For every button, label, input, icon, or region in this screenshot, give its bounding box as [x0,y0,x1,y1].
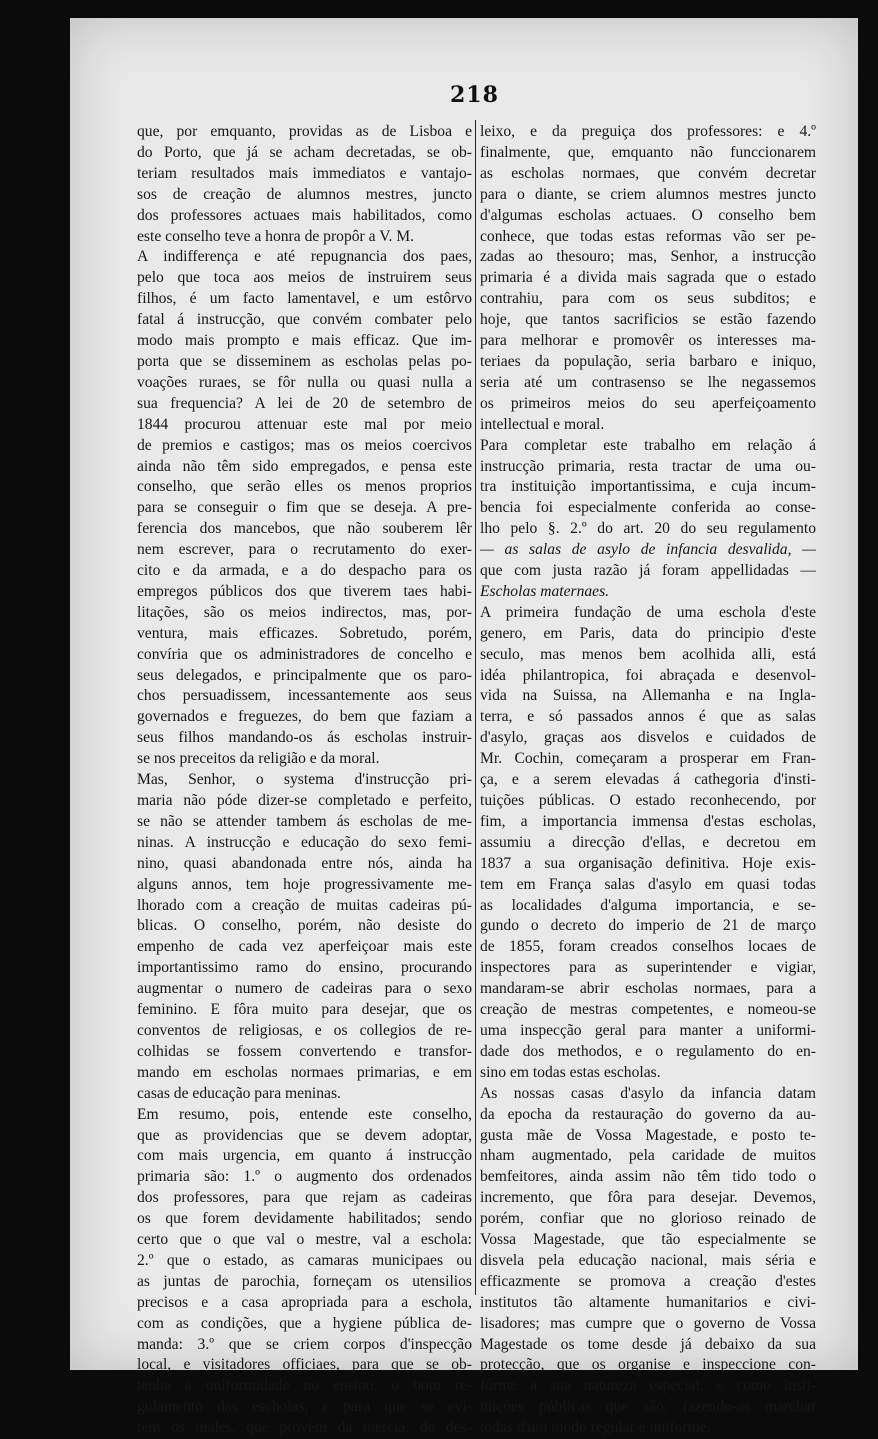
text-line: ainda não têm sido empregados, e pensa este [137,457,472,475]
text-line: fatal á instrucção, que convém combater pelo [137,311,472,329]
text-line: leixo, e da preguiça dos professores: e 4.º [480,123,816,140]
text-line: sua frequencia? A lei de 20 de setembro de [137,394,472,412]
text-line: mandaram-se abrir escholas normaes, para a [480,980,816,998]
text-line: Magestade os tome desde já debaixo da sua [480,1335,816,1353]
text-line: as juntas de parochia, forneçam os utensilios [137,1272,472,1290]
text-line: os primeiros meios do seu aperfeiçoamento [480,394,816,412]
text-line: de 1855, foram creados conselhos locaes de [480,938,816,956]
text-line: chos persuadissem, incessantemente aos seus [137,687,472,705]
text-line: lhorado com a creação de muitas cadeiras pú- [137,896,472,914]
text-line: para o diante, se criem alumnos mestres juncto [480,185,816,203]
text-line: protecção, que os organise e inspeccione con- [480,1356,816,1374]
text-line: dos professores actuaes mais habilitados, como [137,206,472,224]
text-line: — as salas de asylo de infancia desvalida, — [480,541,816,559]
text-line: augmentar o numero de cadeiras para o sexo [137,980,472,998]
text-line: nham augmentado, pela caridade de muitos [480,1147,816,1165]
text-line: tenha a uniformidade no ensino, o bom re- [137,1377,472,1395]
text-line: as localidades d'alguma importancia, e se- [480,896,816,914]
text-line: bencia foi especialmente conferida ao conse- [480,499,816,517]
text-line: maria não póde dizer-se completado e perfeito, [137,792,472,809]
text-line: assumiu a direcção d'ellas, e decretou em [480,833,816,851]
text-line: seria até um contrasenso se lhe negassemos [480,373,816,391]
text-line: pelo que toca aos meios de instruirem seus [137,269,472,287]
text-line: dade dos methodos, e o regulamento do en- [480,1042,816,1060]
text-line: zadas ao thesouro; mas, Senhor, a instrucção [480,248,816,266]
text-line: cito e da armada, e a do despacho para os [137,562,472,580]
text-line: inspectores para as superintender e vigiar, [480,959,816,977]
text-line: tuições públicas que são, fazendo-as marchar [480,1398,816,1416]
text-line: disvela pela educação nacional, mais séria e [480,1251,816,1269]
text-line: dos professores, para que rejam as cadeiras [137,1189,472,1207]
text-line: d'algumas escholas actuaes. O conselho bem [480,206,816,224]
text-line: empenho de cada vez aperfeiçoar mais este [137,938,472,956]
text-line: para melhorar e promovêr os interesses ma- [480,332,816,350]
text-line: Escholas maternaes. [480,582,610,600]
text-line: gulamento das escholas, e para que se evi- [137,1398,472,1416]
text-line: todas d'um modo regular e uniforme. [480,1419,711,1437]
text-line: importantissimo ramo do ensino, procurando [137,959,472,977]
text-line: este conselho teve a honra de propôr a V. M. [137,227,415,245]
text-line: 1837 a sua organisação definitiva. Hoje exis- [480,854,816,872]
text-line: d'asylo, graças aos disvelos e cuidados de [480,729,816,747]
text-line: 1844 procurou attenuar este mal por meio [137,415,472,433]
text-line: teriam resultados mais immediatos e vantajo- [137,164,472,182]
text-line: primaria são: 1.º o augmento dos ordenados [137,1168,472,1186]
text-line: tuições públicas. O estado reconhecendo, por [480,792,816,809]
text-line: lisadores; mas cumpre que o governo de Vossa [480,1314,816,1332]
text-line: ninas. A instrucção e educação do sexo femi- [137,833,472,851]
text-line: com as condições, que a hygiene pública de- [137,1314,472,1332]
text-line: tem em França salas d'asylo em quasi todas [480,875,816,893]
text-line: que com justa razão já foram appellidadas — [480,562,816,580]
text-line: contrahiu, para com os seus subditos; e [480,290,816,308]
text-line: hoje, que tantos sacrificios se estão fazendo [480,311,816,329]
text-line: com mais urgencia, em quanto á instrucção [137,1147,472,1165]
text-line: seus delegados, e principalmente que os paro- [137,666,472,684]
text-line: litações, são os meios indirectos, mas, por- [137,603,472,621]
text-line: certo que o que val o mestre, val a eschola: [137,1231,472,1249]
text-line: modo mais prompto e mais efficaz. Que im- [137,332,472,350]
text-line: de premios e castigos; mas os meios coercivos [137,436,472,454]
text-line: conventos de religiosas, e os collegios de re- [137,1021,472,1039]
text-line: ventura, mais efficazes. Sobretudo, porém, [137,624,472,642]
text-line: filhos, é um facto lamentavel, e um estôrvo [137,290,472,308]
text-line: uma inspecção geral para manter a uniformi- [480,1021,816,1039]
text-line: sos de creação de alumnos mestres, juncto [137,185,472,203]
text-line: tem os males, que provêm da inercia, do des- [137,1419,472,1437]
text-line: vida na Suissa, na Allemanha e na Ingla- [480,687,816,705]
text-line: ferencia dos mancebos, que não souberem lêr [137,520,472,538]
text-line: da epocha da restauração do governo da au- [480,1105,816,1123]
text-line: feminino. E fôra muito para desejar, que os [137,1001,472,1019]
text-line: creação de mestras competentes, e nomeou-se [480,1001,816,1019]
text-line: os que forem devidamente habilitados; sendo [137,1210,472,1228]
text-line: efficazmente se promova a creação d'estes [480,1272,816,1290]
text-line: local, e visitadores officiaes, para que se ob- [137,1356,472,1374]
text-line: intellectual e moral. [480,415,605,433]
text-line: institutos tão altamente humanitarios e civi- [480,1293,816,1311]
text-line: genero, em Paris, data do principio d'este [480,624,816,642]
text-line: que as providencias que se devem adoptar, [137,1126,472,1144]
text-line: seus filhos mandando-os ás escholas instruir- [137,729,472,747]
text-line: para se conseguir o fim que se deseja. A pre- [137,499,472,517]
text-line: porta que se disseminem as escholas pelas po- [137,352,472,370]
text-line: manda: 3.º que se criem corpos d'inspecção [137,1335,472,1353]
text-line: conselho, que serão elles os menos proprios [137,478,472,496]
column-divider [475,120,476,1295]
text-line: sino em todas estas escholas. [480,1063,661,1081]
text-line: fim, a importancia immensa d'estas escholas, [480,812,816,830]
text-line: instrucção primaria, resta tractar de uma ou- [480,457,816,475]
text-line: A primeira fundação de uma eschola d'este [480,603,816,621]
text-line: gusta mãe de Vossa Magestade, e posto te- [480,1126,816,1144]
text-line: precisos e a casa apropriada para a eschola, [137,1293,472,1311]
left-column [137,122,472,1439]
text-line: lho pelo §. 2.º do art. 20 do seu regulamento [480,520,816,538]
text-line: incremento, que fôra para desejar. Devemos, [480,1189,816,1207]
text-line: seculo, mas menos bem acolhida alli, está [480,645,816,663]
text-line: finalmente, que, emquanto não funccionarem [480,143,816,161]
text-line: convíria que os administradores de concelho e [137,645,472,663]
text-line: tra instituição importantissima, e cuja incum- [480,478,816,496]
text-line: empregos públicos dos que tiverem taes habi- [137,582,472,600]
text-line: fórme a sua natureza especial, e como insti- [480,1377,816,1395]
text-line: bemfeitores, ainda assim não têm tido todo o [480,1168,816,1186]
text-line: As nossas casas d'asylo da infancia datam [480,1084,816,1102]
page-number: 218 [450,82,499,108]
text-line: Mr. Cochin, começaram a prosperar em Fran- [480,750,816,768]
text-line: que, por emquanto, providas as de Lisboa e [137,123,472,140]
text-line: Para completar este trabalho em relação á [480,436,816,454]
text-line: Vossa Magestade, que tão especialmente se [480,1231,816,1249]
text-line: primaria é a divida mais sagrada que o estado [480,269,816,287]
text-line: casas de educação para meninas. [137,1084,341,1102]
right-column [480,122,816,1439]
text-line: 2.º que o estado, as camaras municipaes ou [137,1251,472,1269]
text-line: idéa philantropica, foi abraçada e desenvol- [480,666,816,684]
text-line: nem escrever, para o recrutamento do exer- [137,541,472,559]
text-line: Em resumo, pois, entende este conselho, [137,1105,472,1123]
text-line: Mas, Senhor, o systema d'instrucção pri- [137,771,472,789]
text-line: as escholas normaes, que convém decretar [480,164,816,182]
text-line: A indifferença e até repugnancia dos paes, [137,248,472,266]
text-line: porém, confiar que no glorioso reinado de [480,1210,816,1228]
text-line: se nos preceitos da religião e da moral. [137,750,380,768]
text-line: nino, quasi abandonada entre nós, ainda ha [137,854,472,872]
text-line: do Porto, que já se acham decretadas, se ob- [137,143,472,161]
text-line: ça, e a serem elevadas á cathegoria d'insti- [480,771,816,789]
text-line: alguns annos, tem hoje progressivamente me- [137,875,472,893]
text-line: teriaes da população, seria barbaro e iniquo, [480,352,816,370]
text-line: conhece, que todas estas reformas vão ser pe- [480,227,816,245]
text-line: blicas. O conselho, porém, não desiste do [137,917,472,935]
text-line: se não se attender tambem ás escholas de me- [137,812,472,830]
text-line: gundo o decreto do imperio de 21 de março [480,917,816,935]
text-line: governados e freguezes, do bem que faziam a [137,708,472,726]
text-line: voações ruraes, se fôr nulla ou quasi nulla a [137,373,472,391]
text-line: mando em escholas normaes primarias, e em [137,1063,472,1081]
text-line: terra, e só passados annos é que as salas [480,708,816,726]
text-line: colhidas se fossem convertendo e transfor- [137,1042,472,1060]
